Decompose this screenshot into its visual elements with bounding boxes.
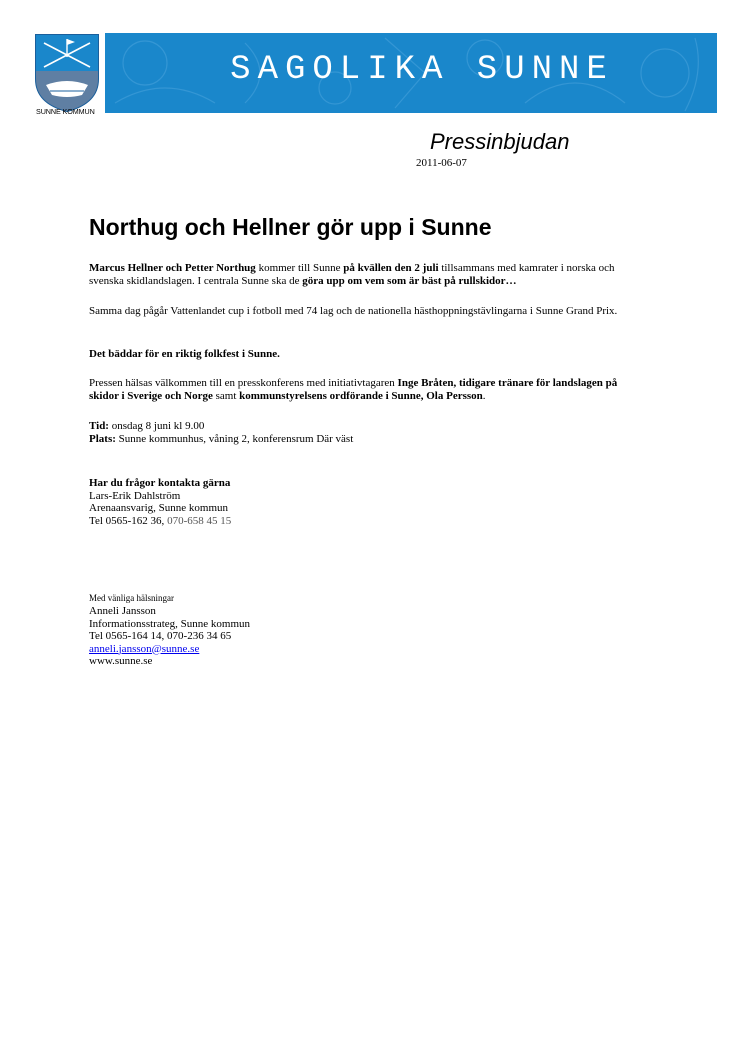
contact-phone: Tel 0565-162 36, xyxy=(89,514,168,527)
intro-text-1: kommer till Sunne xyxy=(255,262,344,274)
press-conference-paragraph xyxy=(89,377,649,402)
intro-text-2: tillsammans med kamrater i norska och svenska skidlandslagen. I centrala Sunne ska de xyxy=(89,262,615,287)
press-text-3: . xyxy=(482,389,486,402)
intro-bold-names: Marcus Hellner och Petter Northug xyxy=(89,262,256,274)
press-text-2: samt xyxy=(212,389,240,402)
folkfest-paragraph xyxy=(89,348,649,361)
contact-name: Lars-Erik Dahlström xyxy=(89,489,181,502)
closing-greeting: Med vänliga hälsningar xyxy=(89,593,174,603)
closing-signature xyxy=(89,605,250,668)
place-value: Sunne kommunhus, våning 2, konferensrum Där väst xyxy=(115,432,354,445)
intro-paragraph xyxy=(89,262,649,287)
time-label: Tid: xyxy=(89,420,109,432)
document-date: 2011-06-07 xyxy=(416,157,467,169)
contact-role: Arenaansvarig, Sunne kommun xyxy=(89,502,228,514)
events-paragraph: Samma dag pågår Vattenlandet cup i fotboll med 74 lag och de nationella hästhoppningstävlingarna i Sunne Grand Prix. xyxy=(89,305,618,317)
website-text: www.sunne.se xyxy=(89,655,153,667)
press-bold-chairman: kommunstyrelsens ordförande i Sunne, Ola Persson xyxy=(239,389,483,402)
email-link[interactable]: anneli.jansson@sunne.se xyxy=(89,642,200,655)
intro-bold-date: på kvällen den 2 juli xyxy=(343,262,439,274)
intro-bold-contest: göra upp om vem som är bäst på rullskidor… xyxy=(302,274,517,287)
contact-heading: Har du frågor kontakta gärna xyxy=(89,477,231,489)
time-value: onsdag 8 juni kl 9.00 xyxy=(108,420,205,432)
sunne-kommun-crest-logo xyxy=(32,33,102,115)
press-text-1: Pressen hälsas välkommen till en presskonferens med initiativtagaren xyxy=(89,377,398,389)
page-title: Northug och Hellner gör upp i Sunne xyxy=(89,214,492,240)
contact-block xyxy=(89,477,649,527)
closing-name: Anneli Jansson xyxy=(89,605,156,617)
contact-mobile: 070-658 45 15 xyxy=(167,514,232,527)
closing-phone: Tel 0565-164 14, 070-236 34 65 xyxy=(89,630,232,642)
place-label: Plats: xyxy=(89,432,116,445)
press-bold-initiator: Inge Bråten, tidigare tränare för landslagen på skidor i Sverige och Norge xyxy=(89,377,618,402)
folkfest-bold: Det bäddar för en riktig folkfest i Sunne. xyxy=(89,348,280,360)
banner-title: SAGOLIKA SUNNE xyxy=(230,51,614,89)
header-banner xyxy=(105,33,717,113)
crest-caption: SUNNE KOMMUN xyxy=(36,107,95,116)
closing-role: Informationsstrateg, Sunne kommun xyxy=(89,617,251,630)
document-type: Pressinbjudan xyxy=(430,129,570,154)
event-details xyxy=(89,420,649,445)
